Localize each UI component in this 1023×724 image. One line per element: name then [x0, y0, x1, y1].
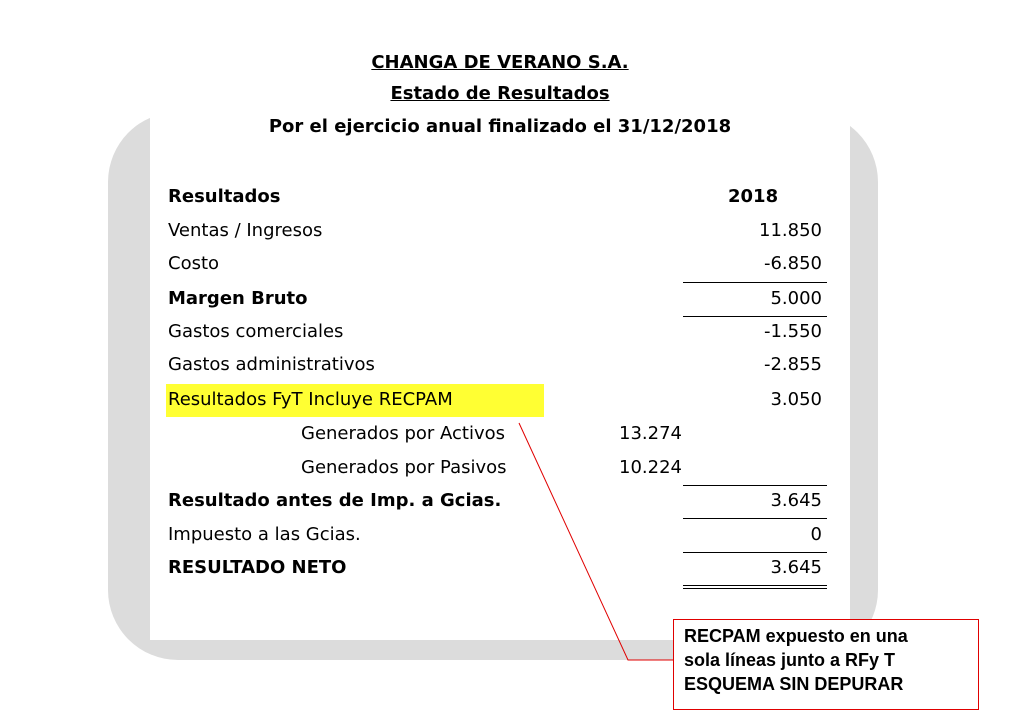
row-value: 11.850	[759, 220, 822, 241]
row-value: 3.645	[770, 557, 822, 578]
row-value: -2.855	[763, 354, 822, 375]
table-header-label: Resultados	[168, 186, 281, 207]
row-label: Margen Bruto	[168, 288, 308, 309]
row-label: Costo	[168, 253, 220, 274]
row-label: Ventas / Ingresos	[168, 220, 323, 241]
row-label: Generados por Pasivos	[301, 457, 507, 478]
row-label: Gastos comerciales	[168, 321, 344, 342]
row-sub-value: 10.224	[619, 457, 682, 478]
company-name: CHANGA DE VERANO S.A.	[371, 52, 629, 73]
row-value: 3.050	[770, 389, 822, 410]
callout-line-3: ESQUEMA SIN DEPURAR	[684, 674, 904, 694]
row-label: RESULTADO NETO	[168, 557, 347, 578]
callout-note	[673, 619, 979, 710]
statement-title: Estado de Resultados	[390, 83, 610, 104]
row-value: 0	[810, 524, 822, 545]
row-label: Resultado antes de Imp. a Gcias.	[168, 490, 502, 511]
row-label: Impuesto a las Gcias.	[168, 524, 361, 545]
callout-line-1: RECPAM expuesto en una	[684, 626, 908, 646]
row-label: Generados por Activos	[301, 423, 506, 444]
callout-line-2: sola líneas junto a RFy T	[684, 650, 896, 670]
row-value: -6.850	[763, 253, 822, 274]
row-label: Resultados FyT Incluye RECPAM	[168, 389, 453, 410]
row-value: 5.000	[770, 288, 822, 309]
row-sub-value: 13.274	[619, 423, 682, 444]
year-header: 2018	[728, 186, 779, 207]
row-value: -1.550	[763, 321, 822, 342]
row-label: Gastos administrativos	[168, 354, 375, 375]
callout-line	[519, 423, 673, 660]
period-subtitle: Por el ejercicio anual finalizado el 31/12/2018	[268, 116, 732, 137]
row-value: 3.645	[770, 490, 822, 511]
